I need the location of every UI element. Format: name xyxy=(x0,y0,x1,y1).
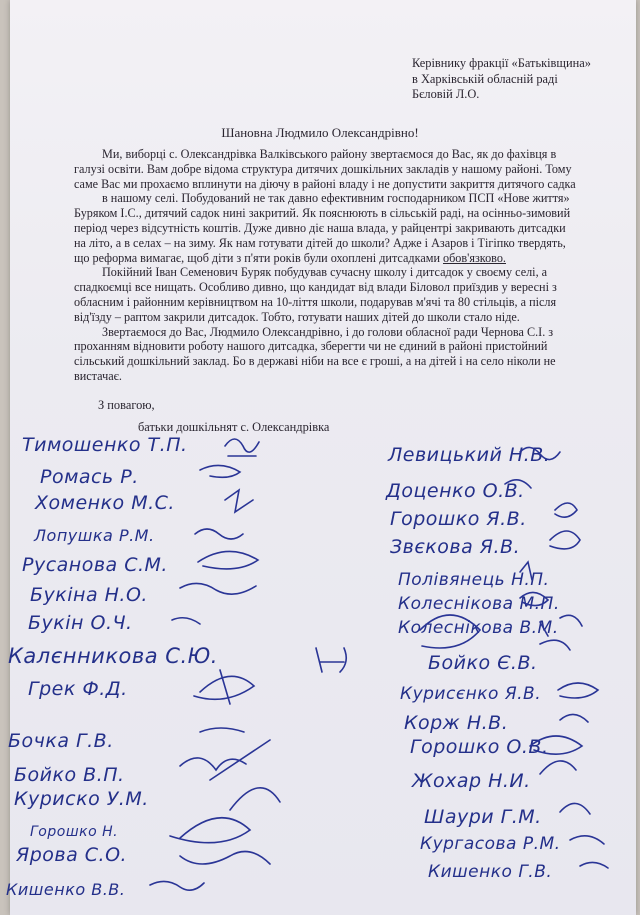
letter-body xyxy=(74,147,614,384)
body-line: від'їзду – раптом закрили дитсадок. Тобто, готувати наших дітей до школи стало ніде. xyxy=(74,309,520,324)
body-line: обласним і районним керівництвом на 10-ліття школи, подарував м'ячі та 80 стільців, а після xyxy=(74,294,557,309)
signature: Левицький Н.В. xyxy=(388,444,551,466)
body-line: сільський дошкільний заклад. Бо в державі ніби на все є гроші, а на дітей і на село ніколи не xyxy=(74,354,556,369)
signature: Калєнникова С.Ю. xyxy=(8,644,218,668)
signature: Звєкова Я.В. xyxy=(390,536,521,558)
signature: Колеснікова М.П. xyxy=(398,594,560,614)
signature: Грек Ф.Д. xyxy=(28,678,128,700)
signature: Корж Н.В. xyxy=(404,712,509,734)
body-line: вистачає. xyxy=(74,368,122,383)
signature: Горошко О.В. xyxy=(410,736,549,758)
body-line: що реформа вимагає, щоб діти з п'яти років були охоплені дитсадками xyxy=(74,250,440,265)
underlined-word: обов'язково. xyxy=(443,250,506,265)
signature: Полівянець Н.П. xyxy=(398,570,550,590)
signature: Букін О.Ч. xyxy=(28,612,133,634)
signature: Лопушка Р.М. xyxy=(34,526,155,545)
body-line: спадкоємці все нищать. Особливо дивно, що кандидат від влади Біловол приїздив у вересні з xyxy=(74,280,557,295)
addressee-line: в Харківській обласній раді xyxy=(412,71,558,86)
body-line: в нашому селі. Побудований не так давно ефективним господарником ПСП «Нове життя» xyxy=(102,191,570,206)
addressee-line: Бєловій Л.О. xyxy=(412,87,480,101)
signature: Жохар Н.И. xyxy=(412,770,531,792)
signature: Тимошенко Т.П. xyxy=(22,434,188,456)
body-line: Покійний Іван Семенович Буряк побудував сучасну школу і дитсадок у своєму селі, а xyxy=(102,265,548,280)
signature: Куриско У.М. xyxy=(14,788,149,810)
body-line: Звертаємося до Вас, Людмило Олександрівно, і до голови обласної ради Чернова С.І. з xyxy=(102,324,554,339)
signature: Бойко В.П. xyxy=(14,764,125,786)
body-line: Ми, виборці с. Олександрівка Валківського району звертаємося до Вас, як до фахівця в xyxy=(102,147,557,161)
addressee-block xyxy=(412,56,637,103)
closing-regards: З повагою, xyxy=(98,398,155,412)
closing-signatory: батьки дошкільнят с. Олександрівка xyxy=(138,420,330,434)
body-line: саме Вас ми прохаємо вплинути на діючу в районі владу і не допустити закриття дитячого садка xyxy=(74,176,576,191)
signature: Хоменко М.С. xyxy=(35,492,175,514)
addressee-line: Керівнику фракції «Батьківщина» xyxy=(412,56,591,70)
salutation: Шановна Людмило Олександрівно! xyxy=(221,125,419,140)
body-line-with-emphasis xyxy=(74,251,614,266)
signature: Русанова С.М. xyxy=(22,554,168,576)
signature: Кургасова Р.М. xyxy=(420,834,561,854)
signature-list xyxy=(0,430,640,915)
signature: Бочка Г.В. xyxy=(8,730,114,752)
body-line: на літо, а в селах – на зиму. Як нам готувати дітей до школи? Адже і Азаров і Тігіпко твердять, xyxy=(74,235,566,250)
signature: Бойко Є.В. xyxy=(428,652,538,674)
body-line: галузі освіти. Вам добре відома структура дитячих дошкільних закладів у нашому районі. Тому xyxy=(74,161,572,176)
signature: Кишенко В.В. xyxy=(6,880,126,899)
signature: Колеснікова В.М. xyxy=(398,618,559,638)
signature: Шаури Г.М. xyxy=(424,806,542,828)
signature: Ромась Р. xyxy=(40,466,139,488)
signature: Горошко Н. xyxy=(30,824,119,840)
signature: Ярова С.О. xyxy=(16,844,128,866)
body-line: Буряком І.С., дитячий садок нині закритий. Як пояснюють в сільській раді, на осінньо-зимовий xyxy=(74,206,571,221)
signature: Доценко О.В. xyxy=(386,480,525,502)
signature: Кишенко Г.В. xyxy=(428,862,553,882)
body-line: проханням відновити роботу нашого дитсадка, зберегти чи не єдиний в районі пристойний xyxy=(74,339,548,354)
signature: Горошко Я.В. xyxy=(390,508,527,530)
signature: Курисєнко Я.В. xyxy=(400,684,542,704)
signature: Букіна Н.О. xyxy=(30,584,148,606)
body-line: період через відсутність коштів. Дуже дивно діє наша влада, у райцентрі закривають дитсадки xyxy=(74,220,566,235)
